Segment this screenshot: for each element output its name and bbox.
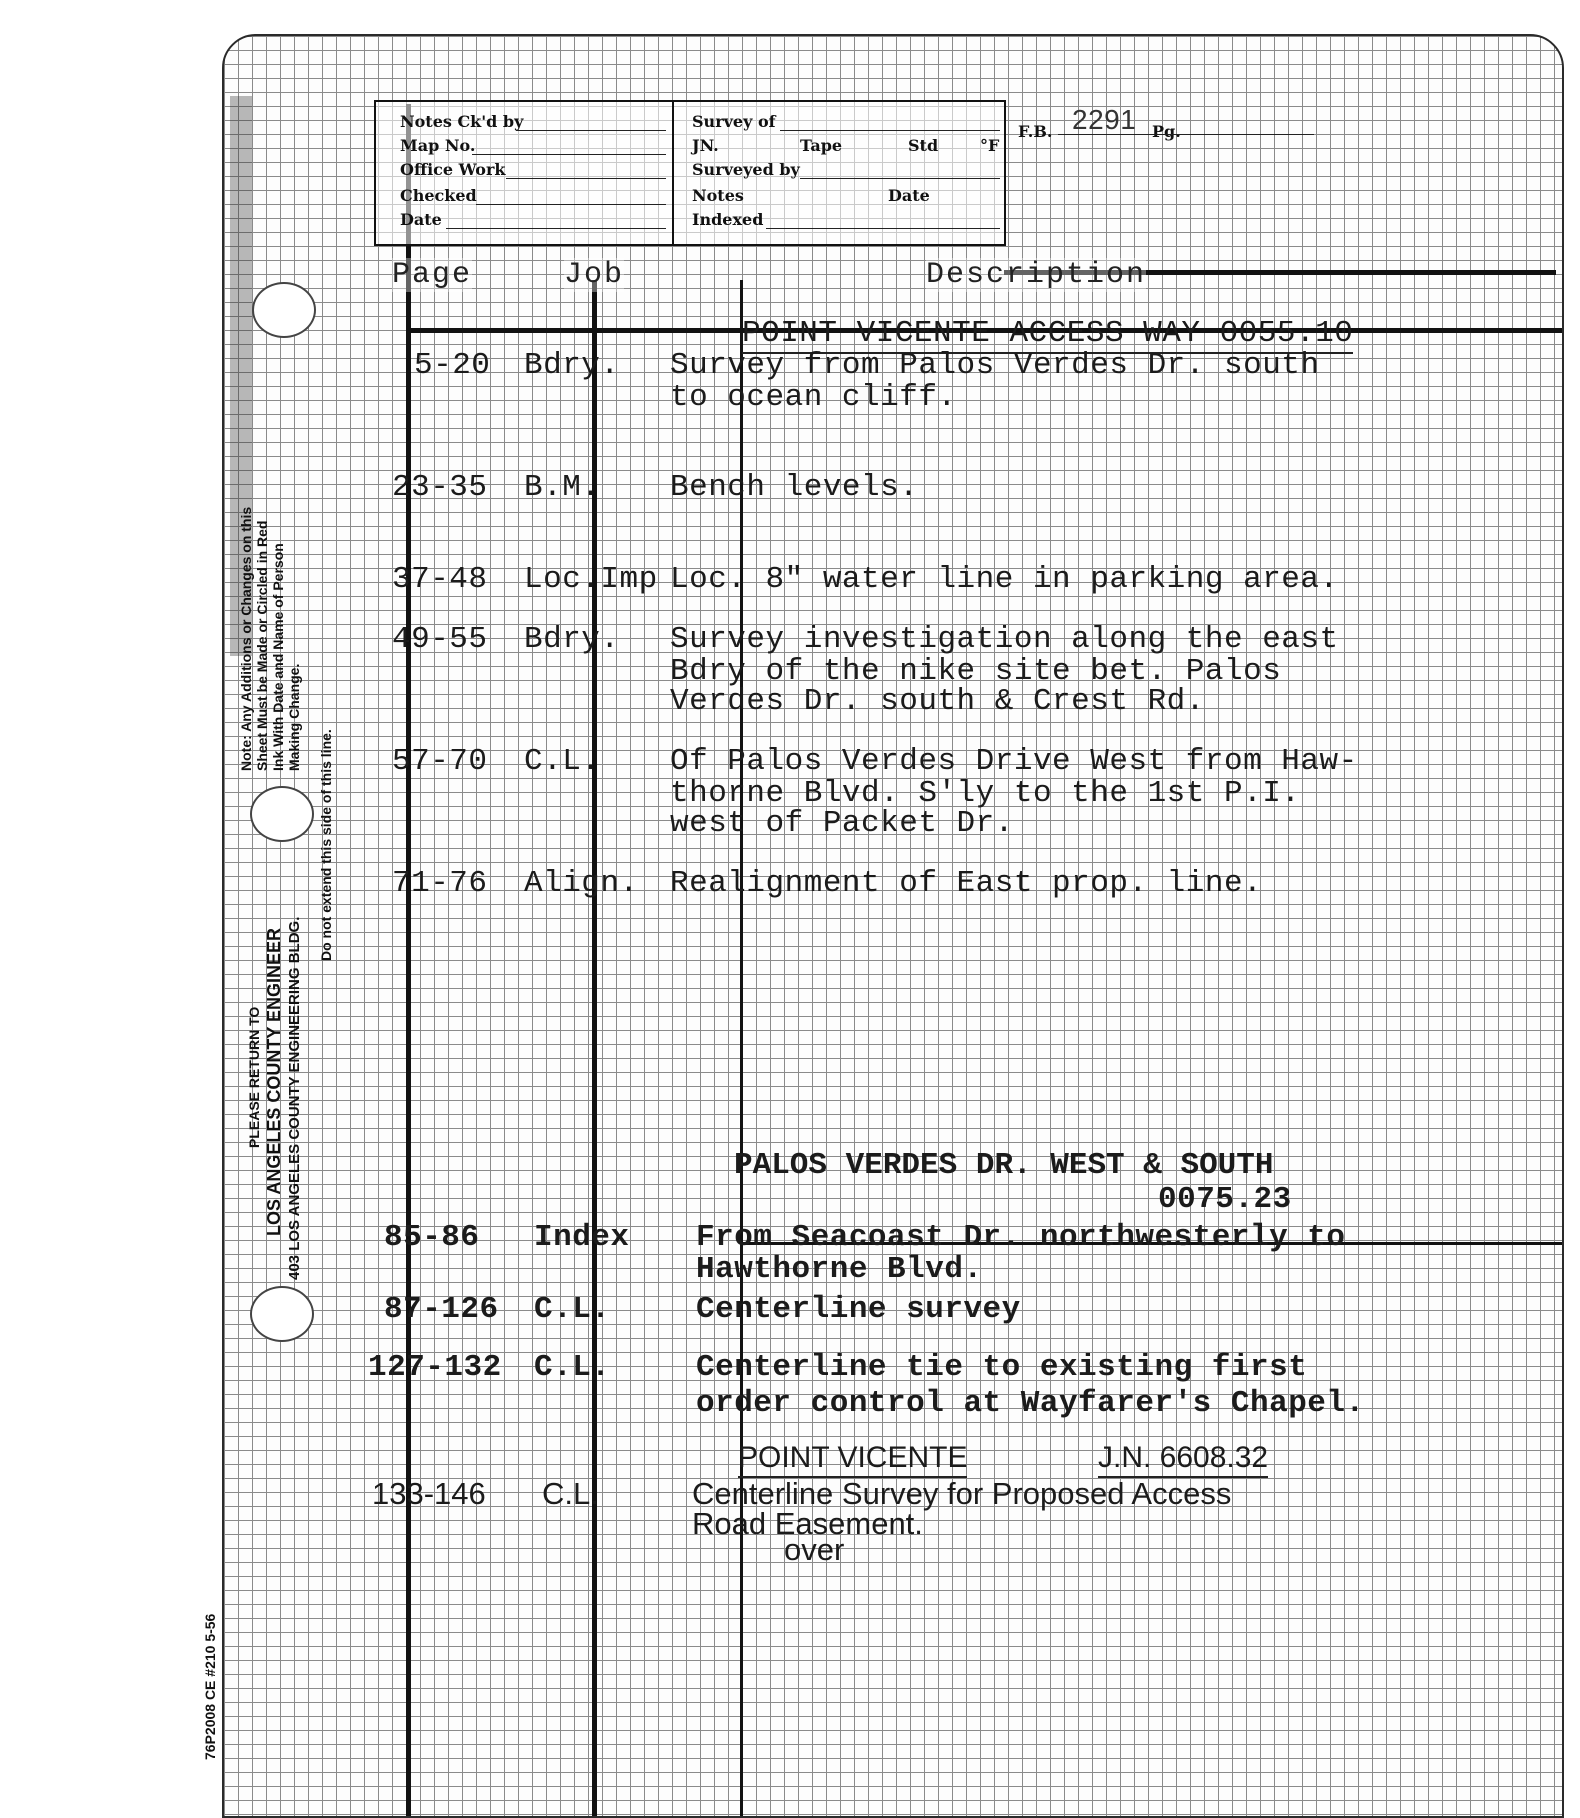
row-desc-line: Centerline Survey for Proposed Access: [692, 1476, 1232, 1511]
pg-label: Pg.: [1152, 122, 1181, 141]
date2-label: Date: [888, 186, 930, 205]
left-margin-rule: [406, 104, 411, 1816]
row-job: C.L.: [534, 1292, 611, 1327]
section2-number: 0075.23: [1158, 1182, 1292, 1217]
return-to-agency: LOS ANGELES COUNTY ENGINEER: [264, 927, 284, 1236]
page-job-divider: [592, 280, 597, 1816]
row-job: Index: [534, 1220, 630, 1255]
row-page: 37-48: [392, 562, 488, 597]
row-desc-line: Bench levels.: [670, 470, 919, 505]
row-page: 49-55: [392, 622, 488, 657]
indexed-line: [766, 228, 1000, 229]
row-job: C.L.: [524, 744, 601, 779]
row-desc-line: Road Easement.: [692, 1506, 923, 1541]
binder-hole-bottom: [250, 1286, 314, 1342]
fb-line: [1058, 134, 1314, 135]
return-to-label: PLEASE RETURN TO: [246, 1006, 262, 1148]
row-job: Align.: [524, 866, 639, 901]
survey-of-label: Survey of: [692, 112, 776, 131]
header-info-box: [374, 100, 1006, 246]
section2-title: PALOS VERDES DR. WEST & SOUTH: [734, 1148, 1274, 1183]
binder-hole-top: [252, 282, 316, 338]
continued-over: over: [784, 1532, 845, 1567]
fb-label: F.B.: [1018, 122, 1053, 141]
row-job: Loc.Imp: [524, 562, 658, 597]
map-no-label: Map No.: [400, 136, 476, 155]
row-desc-line: Loc. 8" water line in parking area.: [670, 562, 1339, 597]
checked-label: Checked: [400, 186, 477, 205]
column-header-description: Description: [926, 258, 1147, 292]
std-label: Std: [908, 136, 939, 155]
job-desc-divider: [740, 280, 743, 1816]
section3-jn: J.N. 6608.32: [1098, 1440, 1268, 1478]
date-label: Date: [400, 210, 442, 229]
row-desc-line: to ocean cliff.: [670, 380, 957, 415]
side-note-line4: Making Change.: [286, 663, 302, 771]
row-job: Bdry.: [524, 622, 620, 657]
row-page: 57-70: [392, 744, 488, 779]
office-work-label: Office Work: [400, 160, 506, 179]
field-book-index-card: [222, 34, 1564, 1818]
side-note-line1: Note: Any Additions or Changes on this: [238, 506, 254, 771]
binder-hole-middle: [250, 786, 314, 842]
row-job: Bdry.: [524, 348, 620, 383]
row-job: C.L.: [542, 1476, 599, 1511]
section3-title: POINT VICENTE: [738, 1440, 967, 1478]
checked-line: [476, 204, 666, 205]
row-page: 5-20: [414, 348, 491, 383]
row-page: 85-86: [384, 1220, 480, 1255]
deg-f-label: °F: [980, 136, 1000, 155]
column-header-job: Job: [564, 258, 625, 292]
office-work-line: [506, 178, 666, 179]
row-desc-line: order control at Wayfarer's Chapel.: [696, 1386, 1365, 1421]
row-desc-line: Realignment of East prop. line.: [670, 866, 1263, 901]
row-desc-line: Verdes Dr. south & Crest Rd.: [670, 684, 1205, 719]
row-desc-line: From Seacoast Dr. northwesterly to: [696, 1220, 1346, 1255]
side-note-line2: Sheet Must be Made or Circled in Red: [254, 520, 270, 771]
row-job: C.L.: [534, 1350, 611, 1385]
row-desc-line: Survey from Palos Verdes Dr. south: [670, 348, 1320, 383]
surveyed-by-line: [800, 178, 1000, 179]
surveyed-by-label: Surveyed by: [692, 160, 800, 179]
side-note-line3: Ink With Date and Name of Person: [270, 543, 286, 771]
do-not-extend-notice: Do not extend this side of this line.: [318, 729, 334, 961]
row-page: 133-146: [372, 1476, 486, 1511]
row-desc-line: west of Packet Dr.: [670, 806, 1014, 841]
row-job: B.M.: [524, 470, 601, 505]
row-page: 71-76: [392, 866, 488, 901]
section1-title: POINT VICENTE ACCESS WAY 0055.10: [742, 316, 1353, 354]
date-line: [446, 228, 666, 229]
row-desc-line: Centerline survey: [696, 1292, 1021, 1327]
row-page: 87-126: [384, 1292, 499, 1327]
fb-number: 2291: [1072, 104, 1137, 135]
indexed-label: Indexed: [692, 210, 764, 229]
column-header-page: Page: [392, 258, 473, 292]
return-to-address: 403 LOS ANGELES COUNTY ENGINEERING BLDG.: [286, 916, 303, 1280]
survey-of-line: [780, 130, 1000, 131]
notes-checked-by-label: Notes Ck'd by: [400, 112, 524, 131]
row-page: 23-35: [392, 470, 488, 505]
row-desc-line: Of Palos Verdes Drive West from Haw-: [670, 744, 1358, 779]
row-desc-line: Centerline tie to existing first: [696, 1350, 1308, 1385]
row-desc-line: Bdry of the nike site bet. Palos: [670, 654, 1282, 689]
row-page: 127-132: [368, 1350, 502, 1385]
map-no-line: [472, 154, 666, 155]
row-desc-line: Hawthorne Blvd.: [696, 1252, 983, 1287]
tape-label: Tape: [800, 136, 843, 155]
row-desc-line: Survey investigation along the east: [670, 622, 1339, 657]
notes-checked-by-line: [516, 130, 666, 131]
notes-label: Notes: [692, 186, 744, 205]
jn-label: JN.: [692, 136, 719, 155]
row-desc-line: thorne Blvd. S'ly to the 1st P.I.: [670, 776, 1301, 811]
form-code: 76P2008 CE #210 5-56: [202, 1613, 218, 1760]
header-box-divider: [672, 102, 674, 244]
